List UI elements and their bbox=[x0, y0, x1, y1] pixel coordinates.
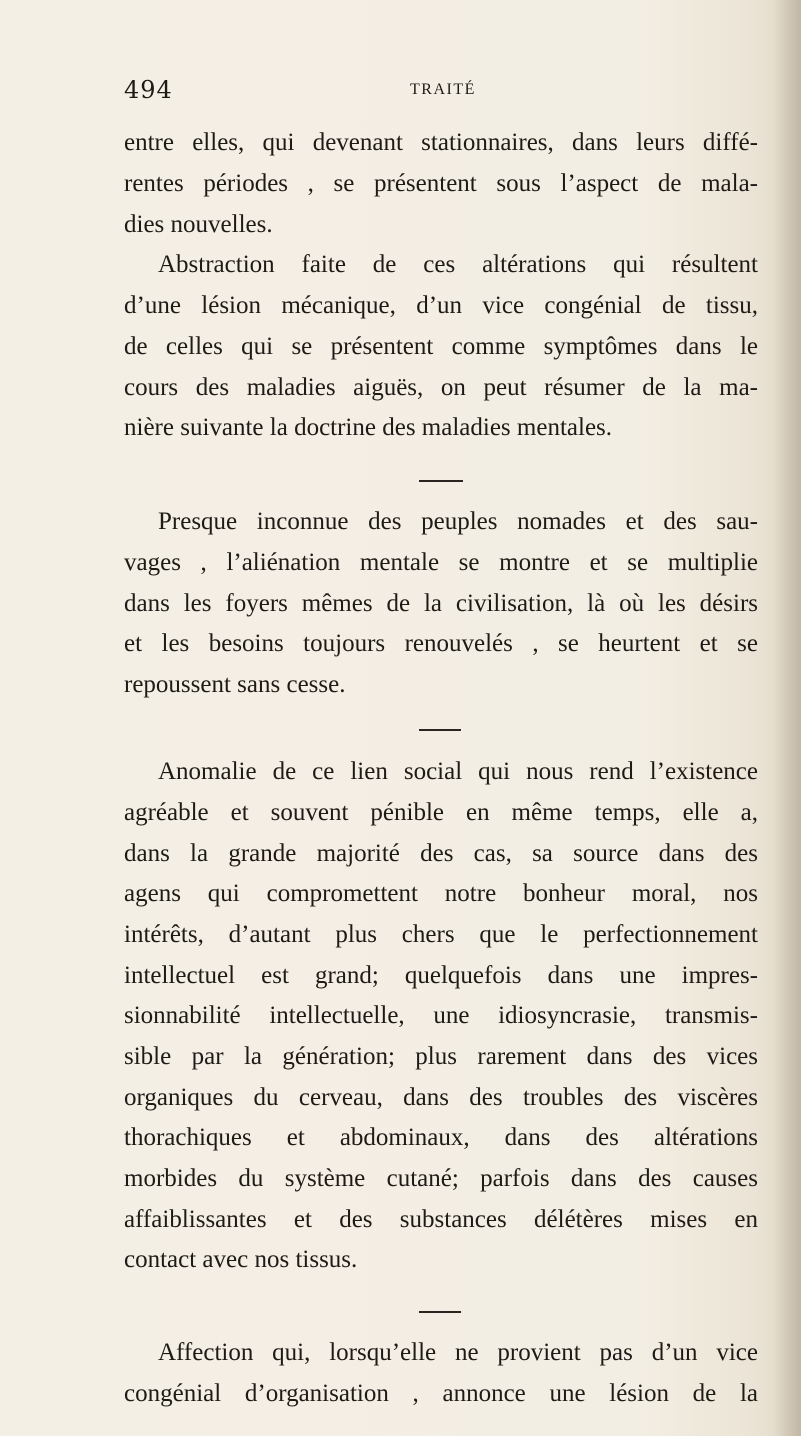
text-line: agens qui compromettent notre bonheur moral, nos bbox=[124, 880, 758, 907]
text-line: dans les foyers mêmes de la civilisation, là où les désirs bbox=[124, 590, 758, 617]
section-divider bbox=[419, 729, 461, 731]
text-line: cours des maladies aiguës, on peut résumer de la ma- bbox=[124, 374, 758, 401]
text-line: Affection qui, lorsqu’elle ne provient pas d’un vice bbox=[158, 1339, 758, 1366]
section-divider bbox=[419, 480, 463, 482]
text-line: congénial d’organisation , annonce une lésion de la bbox=[124, 1380, 758, 1407]
page-edge-shadow bbox=[773, 0, 801, 1436]
text-line: Presque inconnue des peuples nomades et des sau- bbox=[158, 508, 758, 535]
text-line: sionnabilité intellectuelle, une idiosyncrasie, transmis- bbox=[124, 1002, 758, 1029]
text-line: thorachiques et abdominaux, dans des altérations bbox=[124, 1124, 758, 1151]
text-line: Abstraction faite de ces altérations qui résultent bbox=[158, 251, 758, 278]
text-line: sible par la génération; plus rarement dans des vices bbox=[124, 1043, 758, 1070]
page-number: 494 bbox=[124, 76, 173, 104]
text-line: d’une lésion mécanique, d’un vice congénial de tissu, bbox=[124, 292, 758, 319]
text-line: et les besoins toujours renouvelés , se heurtent et se bbox=[124, 630, 758, 657]
text-line: nière suivante la doctrine des maladies mentales. bbox=[124, 414, 613, 441]
text-line: de celles qui se présentent comme symptômes dans le bbox=[124, 333, 758, 360]
text-line: Anomalie de ce lien social qui nous rend l’existence bbox=[158, 758, 758, 785]
text-line: organiques du cerveau, dans des troubles des viscères bbox=[124, 1084, 758, 1111]
text-line: agréable et souvent pénible en même temps, elle a, bbox=[124, 799, 758, 826]
running-head: TRAITÉ bbox=[410, 81, 476, 98]
text-line: contact avec nos tissus. bbox=[124, 1246, 358, 1273]
text-line: morbides du système cutané; parfois dans des causes bbox=[124, 1165, 758, 1192]
text-line: affaiblissantes et des substances délétères mises en bbox=[124, 1206, 758, 1233]
text-line: entre elles, qui devenant stationnaires, dans leurs diffé- bbox=[124, 129, 758, 156]
text-line: vages , l’aliénation mentale se montre et se multiplie bbox=[124, 549, 758, 576]
text-line: rentes périodes , se présentent sous l’aspect de mala- bbox=[124, 170, 758, 197]
section-divider bbox=[419, 1311, 461, 1313]
text-line: dans la grande majorité des cas, sa source dans des bbox=[124, 840, 758, 867]
text-line: intellectuel est grand; quelquefois dans une impres- bbox=[124, 962, 758, 989]
text-line: dies nouvelles. bbox=[124, 211, 273, 238]
text-line: intérêts, d’autant plus chers que le perfectionnement bbox=[124, 921, 758, 948]
text-line: repoussent sans cesse. bbox=[124, 671, 346, 698]
